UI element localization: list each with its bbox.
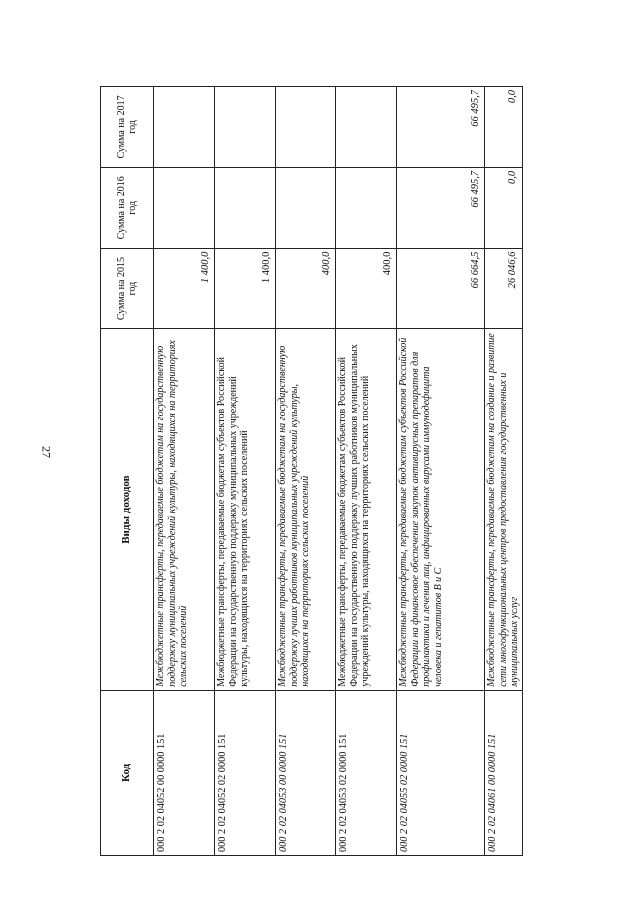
header-type: Виды доходов	[101, 329, 154, 690]
row-code: 000 2 02 04061 00 0000 151	[485, 690, 523, 855]
row-sum-2015: 26 046,6	[485, 248, 523, 329]
table-row	[397, 87, 485, 856]
row-sum-2016: 66 495,7	[397, 167, 485, 248]
row-description: Межбюджетные трансферты, передаваемые бюджетам на создание и развитие сети многофункциональных центров предоставления государственных и муниципальных услуг	[485, 329, 523, 690]
row-sum-2016	[215, 167, 276, 248]
row-sum-2015: 66 664,5	[397, 248, 485, 329]
row-sum-2016	[336, 167, 397, 248]
row-code: 000 2 02 04053 02 0000 151	[336, 690, 397, 855]
table-row	[154, 87, 215, 856]
header-sum-2016: Сумма на 2016 год	[101, 167, 154, 248]
row-sum-2015: 400,0	[276, 248, 336, 329]
table-row	[485, 87, 523, 856]
table-header-row	[101, 87, 154, 856]
row-description: Межбюджетные трансферты, передаваемые бюджетам субъектов Российской Федерации на государственную поддержку лучших работников муниципальных учреждений культуры, находящихся на территориях сельских поселений	[336, 329, 397, 690]
row-sum-2016	[276, 167, 336, 248]
row-sum-2017: 66 495,7	[397, 87, 485, 168]
row-code: 000 2 02 04055 02 0000 151	[397, 690, 485, 855]
table-row	[336, 87, 397, 856]
row-code: 000 2 02 04053 00 0000 151	[276, 690, 336, 855]
row-code: 000 2 02 04052 02 0000 151	[215, 690, 276, 855]
row-sum-2015: 1 400,0	[215, 248, 276, 329]
revenue-table-rotated	[100, 86, 520, 856]
row-sum-2017	[276, 87, 336, 168]
row-sum-2016	[154, 167, 215, 248]
row-description: Межбюджетные трансферты, передаваемые бюджетам на государственную поддержку лучших работников муниципальных учреждений культуры, находящихся на территориях сельских поселений	[276, 329, 336, 690]
row-sum-2016: 0,0	[485, 167, 523, 248]
header-sum-2015: Сумма на 2015 год	[101, 248, 154, 329]
header-code: Код	[101, 690, 154, 855]
row-description: Межбюджетные трансферты, передаваемые бюджетам на государственную поддержку муниципальных учреждений культуры, находящихся на территориях сельских поселений	[154, 329, 215, 690]
row-sum-2015: 1 400,0	[154, 248, 215, 329]
row-sum-2015: 400,0	[336, 248, 397, 329]
row-sum-2017: 0,0	[485, 87, 523, 168]
row-sum-2017	[336, 87, 397, 168]
row-code: 000 2 02 04052 00 0000 151	[154, 690, 215, 855]
page-number: 27	[39, 446, 54, 458]
table-row	[215, 87, 276, 856]
row-description: Межбюджетные трансферты, передаваемые бюджетам субъектов Российской Федерации на финансовое обеспечение закупок антивирусных препаратов для профилактики и лечения лиц, инфицированных вирусами иммунодефицита человека и гепатитов В и С	[397, 329, 485, 690]
revenue-table	[100, 86, 523, 856]
row-sum-2017	[154, 87, 215, 168]
row-description: Межбюджетные трансферты, передаваемые бюджетам субъектов Российской Федерации на государственную поддержку муниципальных учреждений культуры, находящихся на территориях сельских поселений	[215, 329, 276, 690]
row-sum-2017	[215, 87, 276, 168]
table-row	[276, 87, 336, 856]
header-sum-2017: Сумма на 2017 год	[101, 87, 154, 168]
